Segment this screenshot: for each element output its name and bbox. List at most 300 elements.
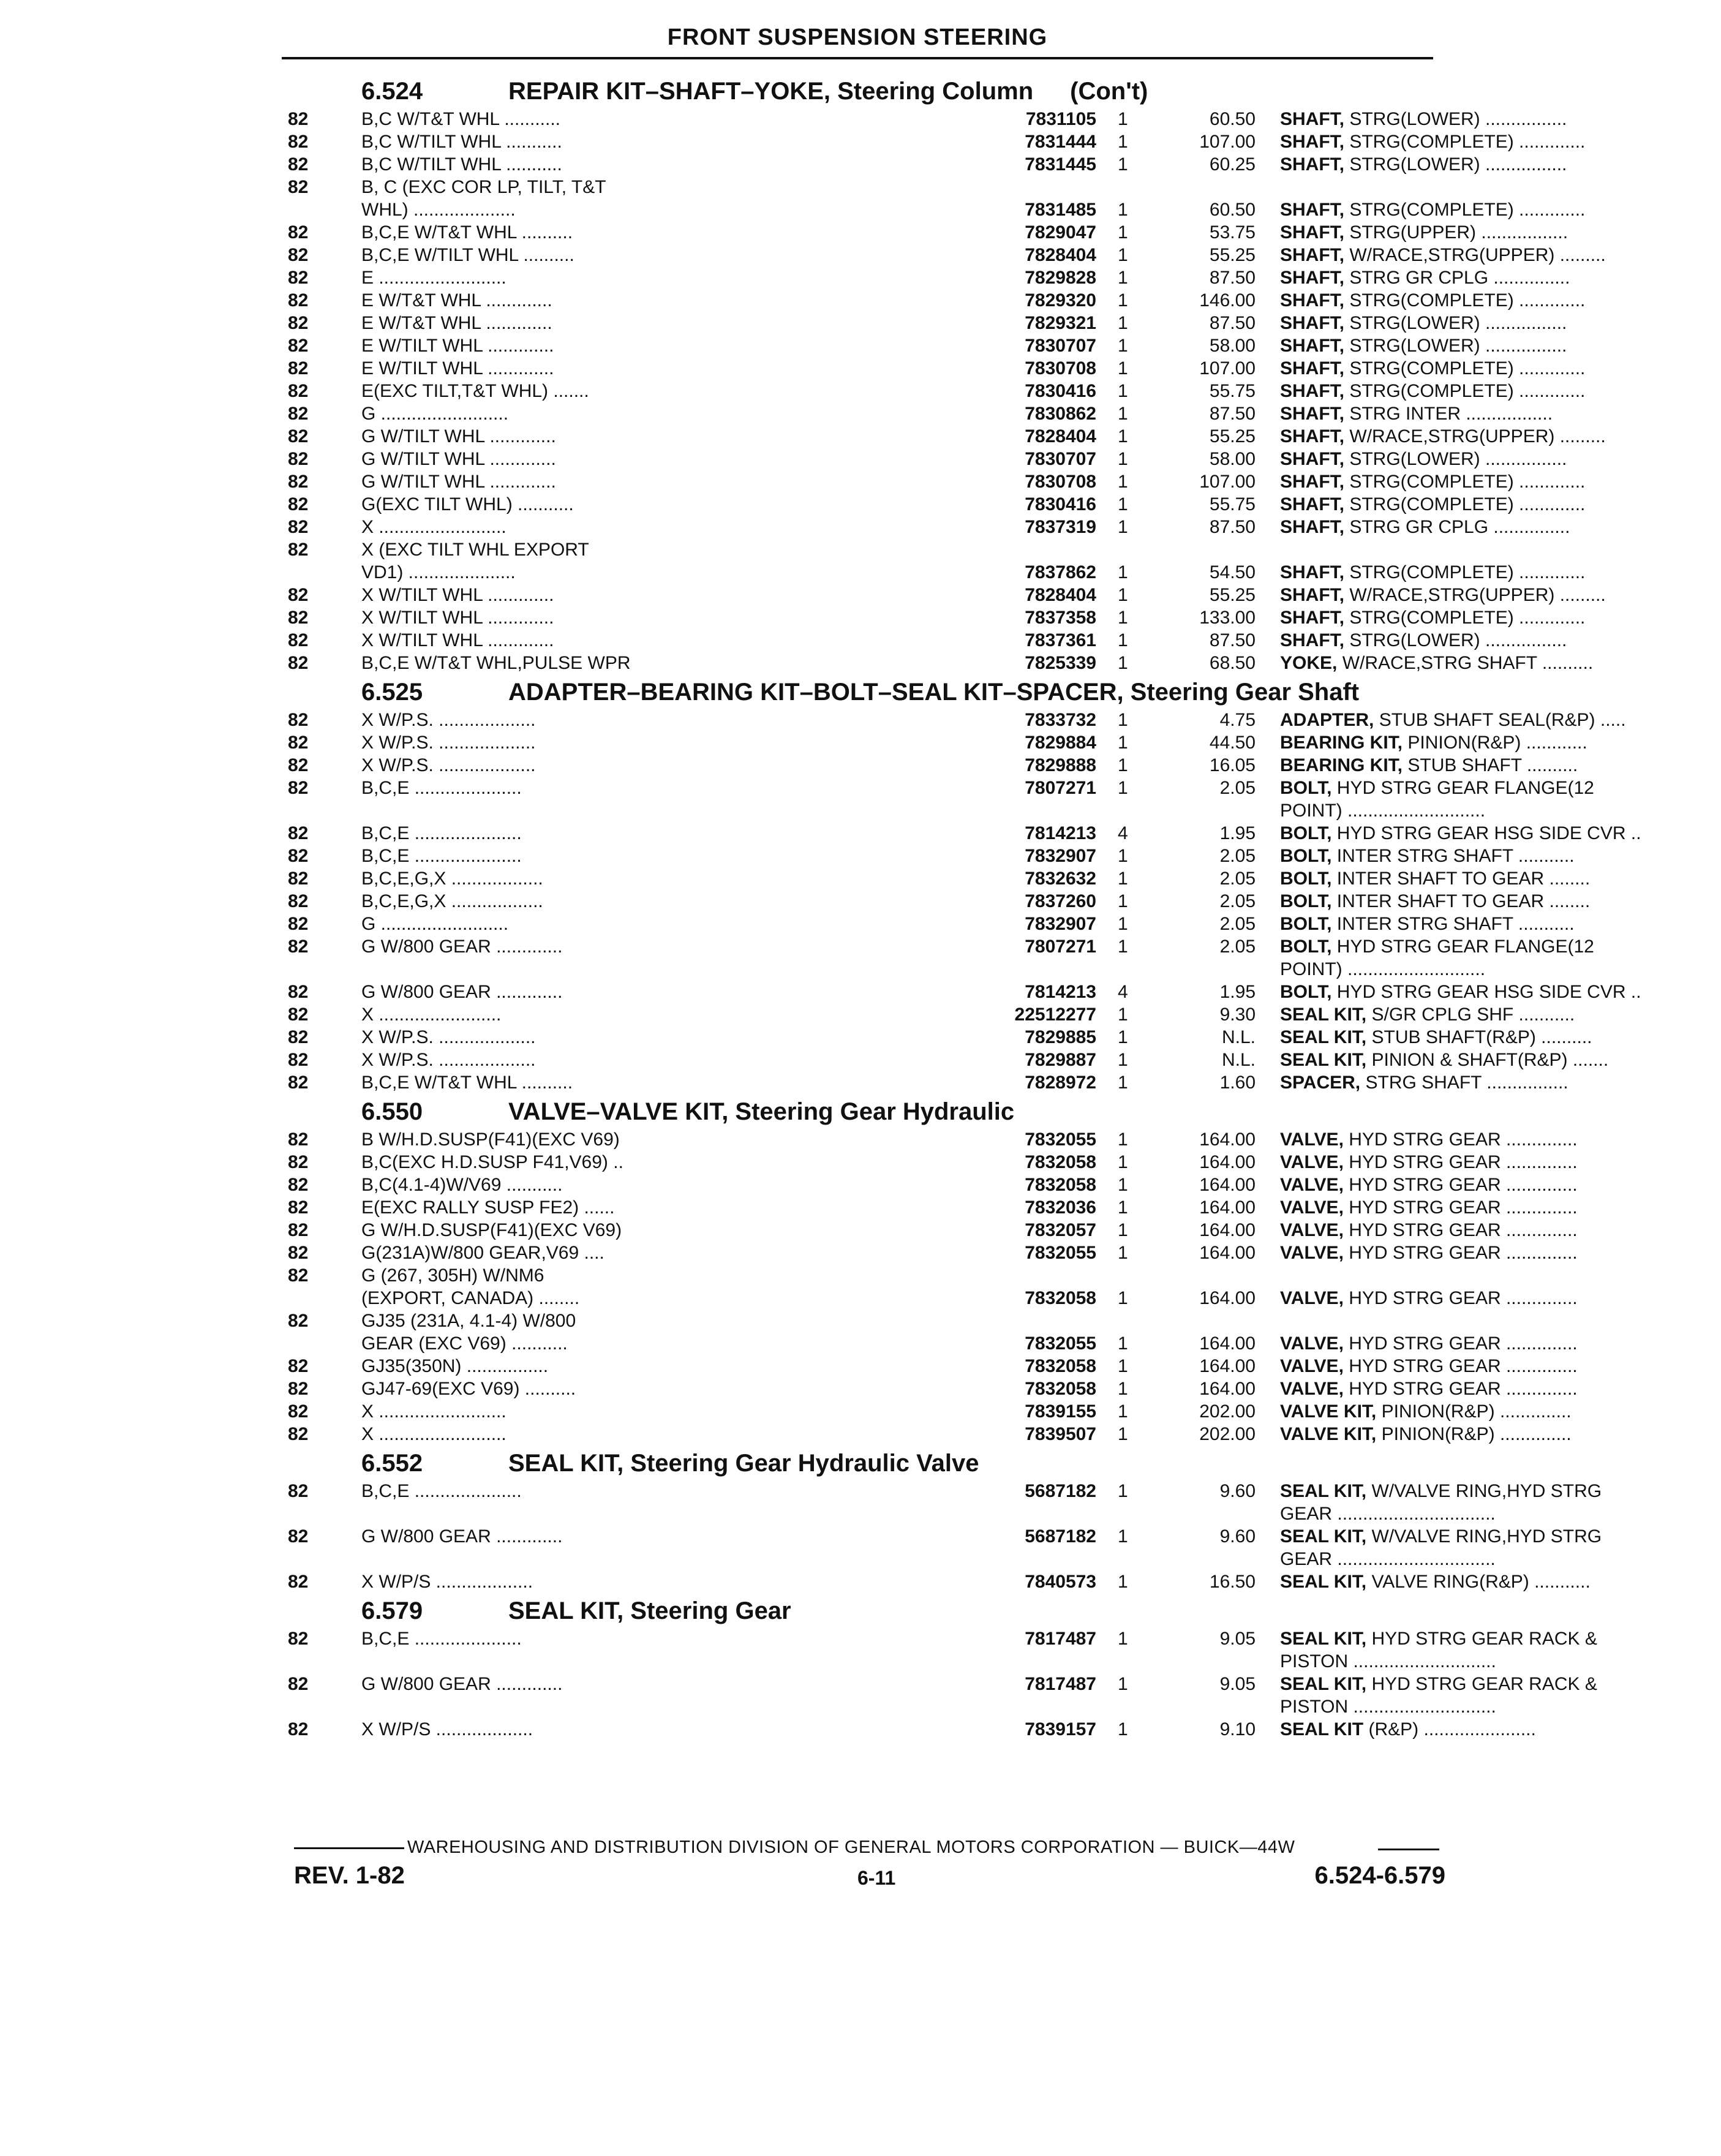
price: 202.00 [1199, 1401, 1256, 1422]
description [1280, 606, 1721, 629]
description-detail: W/RACE,STRG SHAFT .......... [1342, 653, 1594, 673]
description-keyword: SHAFT, [1280, 449, 1344, 469]
description-detail: GEAR ............................... [1280, 1549, 1496, 1569]
section-title: SEAL KIT, Steering Gear [508, 1597, 791, 1624]
part-number: 7828972 [1025, 1072, 1096, 1093]
part-row [282, 1378, 1578, 1400]
description-detail: INTER STRG SHAFT ........... [1336, 846, 1575, 866]
quantity: 1 [1118, 1424, 1128, 1444]
price: 164.00 [1199, 1197, 1256, 1218]
application: B,C W/T&T WHL ........... [361, 109, 561, 129]
application: G W/800 GEAR ............. [361, 1674, 563, 1694]
application: X W/TILT WHL ............. [361, 608, 554, 628]
description-keyword: SHAFT, [1280, 132, 1344, 152]
part-row [282, 629, 1567, 652]
model-year: 82 [288, 449, 309, 469]
application: B,C,E ..................... [361, 1629, 522, 1649]
quantity: 1 [1118, 426, 1128, 447]
application: VD1) ..................... [361, 562, 516, 582]
part-row [282, 1627, 1597, 1650]
price: 2.05 [1219, 891, 1256, 911]
part-number: 7830708 [1025, 472, 1096, 492]
part-row [282, 1650, 1496, 1673]
price: N.L. [1221, 1050, 1256, 1070]
application: X ......................... [361, 517, 507, 537]
price: 133.00 [1199, 608, 1256, 628]
part-row [282, 1310, 1433, 1332]
page-footer [294, 1838, 1445, 1889]
part-number: 7840573 [1025, 1572, 1096, 1592]
part-row [282, 958, 1486, 981]
part-row [282, 289, 1586, 312]
part-row [282, 244, 1606, 266]
part-row [282, 1695, 1496, 1718]
part-number: 7837260 [1025, 891, 1096, 911]
part-number: 7829321 [1025, 313, 1096, 333]
price: 16.05 [1209, 755, 1256, 775]
part-number: 7830416 [1025, 381, 1096, 401]
model-year: 82 [288, 891, 309, 911]
description-keyword: SHAFT, [1280, 562, 1344, 582]
part-number: 7832907 [1025, 846, 1096, 866]
description [1280, 334, 1721, 357]
description-detail: POINT) ........................... [1280, 959, 1486, 979]
application: WHL) .................... [361, 200, 516, 220]
part-number: 7831485 [1025, 200, 1096, 220]
description-detail: STRG(COMPLETE) ............. [1349, 494, 1586, 514]
part-row [282, 1525, 1602, 1548]
price: 55.25 [1209, 426, 1256, 447]
description-keyword: VALVE, [1280, 1288, 1344, 1308]
part-row [282, 1332, 1578, 1355]
model-year: 82 [288, 1719, 309, 1740]
part-number: 7830707 [1025, 449, 1096, 469]
description-keyword: SHAFT, [1280, 381, 1344, 401]
description [1280, 1151, 1721, 1174]
quantity: 1 [1118, 1719, 1128, 1740]
description [1280, 448, 1721, 470]
description-keyword: SHAFT, [1280, 154, 1344, 175]
part-row [282, 357, 1586, 380]
description-keyword: SHAFT, [1280, 313, 1344, 333]
application: G ......................... [361, 914, 509, 934]
quantity: 1 [1118, 1481, 1128, 1501]
description-detail: STRG(COMPLETE) ............. [1349, 472, 1586, 492]
model-year: 82 [288, 132, 309, 152]
part-row [282, 1480, 1602, 1502]
description [1280, 1355, 1721, 1378]
description-detail: HYD STRG GEAR FLANGE(12 [1336, 937, 1594, 957]
quantity: 1 [1118, 1674, 1128, 1694]
model-year: 82 [288, 630, 309, 650]
application: E W/TILT WHL ............. [361, 358, 554, 379]
part-row [282, 1264, 1433, 1287]
part-row [282, 1242, 1578, 1264]
application: (EXPORT, CANADA) ........ [361, 1288, 580, 1308]
description [1280, 845, 1721, 867]
model-year: 82 [288, 1481, 309, 1501]
description [1280, 867, 1721, 890]
description [1280, 709, 1721, 731]
description [1280, 1570, 1721, 1593]
description-keyword: VALVE KIT, [1280, 1401, 1377, 1422]
description-detail: POINT) ........................... [1280, 801, 1486, 821]
description-detail: STUB SHAFT(R&P) .......... [1371, 1027, 1592, 1047]
section-heading [282, 1597, 1433, 1625]
part-number: 7831444 [1025, 132, 1096, 152]
price: 2.05 [1219, 914, 1256, 934]
part-number: 7837361 [1025, 630, 1096, 650]
description-keyword: VALVE, [1280, 1175, 1344, 1195]
part-row [282, 402, 1553, 425]
description [1280, 584, 1721, 606]
model-year: 82 [288, 1027, 309, 1047]
application: GJ35(350N) ................ [361, 1356, 549, 1376]
application: B, C (EXC COR LP, TILT, T&T [361, 177, 606, 197]
description-detail: HYD STRG GEAR .............. [1349, 1288, 1578, 1308]
description [1280, 1026, 1721, 1049]
footer-rule-right [1378, 1849, 1439, 1850]
description-detail: HYD STRG GEAR .............. [1349, 1379, 1578, 1399]
price: 9.05 [1219, 1629, 1256, 1649]
description [1280, 153, 1721, 176]
section-title: ADAPTER–BEARING KIT–BOLT–SEAL KIT–SPACER, Steering Gear Shaft [508, 679, 1360, 706]
part-row [282, 935, 1594, 958]
quantity: 1 [1118, 381, 1128, 401]
description [1280, 629, 1721, 652]
model-year: 82 [288, 1050, 309, 1070]
quantity: 1 [1118, 268, 1128, 288]
quantity: 1 [1118, 1572, 1128, 1592]
part-number: 7832055 [1025, 1333, 1096, 1354]
description-detail: STUB SHAFT .......... [1407, 755, 1578, 775]
model-year: 82 [288, 245, 309, 265]
description [1280, 799, 1721, 822]
model-year: 82 [288, 1152, 309, 1172]
description [1280, 1525, 1721, 1548]
description [1280, 1650, 1721, 1673]
description-detail: HYD STRG GEAR RACK & [1371, 1629, 1597, 1649]
description [1280, 1332, 1721, 1355]
application: B,C,E,G,X .................. [361, 891, 543, 911]
quantity: 1 [1118, 449, 1128, 469]
price: 87.50 [1209, 313, 1256, 333]
description-detail: HYD STRG GEAR .............. [1349, 1356, 1578, 1376]
quantity: 1 [1118, 1175, 1128, 1195]
part-row [282, 1502, 1496, 1525]
price: 16.50 [1209, 1572, 1256, 1592]
part-number: 7832058 [1025, 1288, 1096, 1308]
application: E(EXC RALLY SUSP FE2) ...... [361, 1197, 615, 1218]
quantity: 1 [1118, 1526, 1128, 1547]
application: B,C,E ..................... [361, 1481, 522, 1501]
description-keyword: VALVE, [1280, 1129, 1344, 1150]
part-row [282, 1174, 1578, 1196]
model-year: 82 [288, 109, 309, 129]
model-year: 82 [288, 381, 309, 401]
description-detail: STRG(COMPLETE) ............. [1349, 132, 1586, 152]
part-row [282, 1570, 1591, 1593]
price: 164.00 [1199, 1175, 1256, 1195]
description-detail: PINION(R&P) ............ [1407, 733, 1587, 753]
part-number: 7829888 [1025, 755, 1096, 775]
part-number: 7832058 [1025, 1379, 1096, 1399]
description-keyword: SHAFT, [1280, 404, 1344, 424]
description-keyword: SHAFT, [1280, 290, 1344, 311]
application: GEAR (EXC V69) ........... [361, 1333, 568, 1354]
model-year: 82 [288, 517, 309, 537]
application: B,C W/TILT WHL ........... [361, 154, 562, 175]
part-row [282, 606, 1586, 629]
description [1280, 1219, 1721, 1242]
description-keyword: SHAFT, [1280, 630, 1344, 650]
part-number: 7832058 [1025, 1356, 1096, 1376]
price: 146.00 [1199, 290, 1256, 311]
quantity: 1 [1118, 313, 1128, 333]
part-row [282, 652, 1594, 674]
model-year: 82 [288, 733, 309, 753]
application: B,C,E ..................... [361, 823, 522, 843]
description [1280, 244, 1721, 266]
model-year: 82 [288, 268, 309, 288]
section-title-wrap [508, 678, 1427, 706]
description [1280, 890, 1721, 913]
model-year: 82 [288, 1526, 309, 1547]
application: X W/P.S. ................... [361, 710, 536, 730]
application: B,C,E ..................... [361, 778, 522, 798]
part-row [282, 777, 1594, 799]
application: GJ47-69(EXC V69) .......... [361, 1379, 576, 1399]
description-keyword: VALVE, [1280, 1379, 1344, 1399]
quantity: 1 [1118, 472, 1128, 492]
quantity: 1 [1118, 404, 1128, 424]
part-number: 7833732 [1025, 710, 1096, 730]
description-detail: STRG(COMPLETE) ............. [1349, 200, 1586, 220]
price: 9.60 [1219, 1526, 1256, 1547]
description-detail: PINION(R&P) .............. [1381, 1424, 1572, 1444]
price: 164.00 [1199, 1243, 1256, 1263]
price: 55.75 [1209, 494, 1256, 514]
description [1280, 1071, 1721, 1094]
part-row [282, 221, 1568, 244]
application: G W/800 GEAR ............. [361, 1526, 563, 1547]
price: 4.75 [1219, 710, 1256, 730]
price: 55.25 [1209, 245, 1256, 265]
part-number: 7829887 [1025, 1050, 1096, 1070]
quantity: 1 [1118, 846, 1128, 866]
part-row [282, 1423, 1572, 1446]
quantity: 1 [1118, 755, 1128, 775]
part-row [282, 130, 1586, 153]
section-title: SEAL KIT, Steering Gear Hydraulic Valve [508, 1450, 979, 1477]
part-row [282, 448, 1567, 470]
application: B,C,E W/T&T WHL,PULSE WPR [361, 653, 631, 673]
part-number: 7830707 [1025, 336, 1096, 356]
description-detail: STRG(LOWER) ................ [1349, 109, 1567, 129]
quantity: 1 [1118, 1288, 1128, 1308]
description-keyword: SEAL KIT, [1280, 1526, 1367, 1547]
application: X ......................... [361, 1424, 507, 1444]
quantity: 1 [1118, 1129, 1128, 1150]
model-year: 82 [288, 869, 309, 889]
part-row [282, 1049, 1609, 1071]
quantity: 1 [1118, 1197, 1128, 1218]
part-row [282, 867, 1591, 890]
description [1280, 516, 1721, 538]
description-keyword: SHAFT, [1280, 336, 1344, 356]
application: B,C,E W/T&T WHL .......... [361, 222, 573, 243]
application: G W/TILT WHL ............. [361, 426, 556, 447]
description-keyword: SEAL KIT, [1280, 1481, 1367, 1501]
part-row [282, 1673, 1597, 1695]
price: 107.00 [1199, 132, 1256, 152]
quantity: 1 [1118, 1401, 1128, 1422]
part-number: 22512277 [1014, 1005, 1096, 1025]
quantity: 1 [1118, 132, 1128, 152]
price: 107.00 [1199, 472, 1256, 492]
quantity: 1 [1118, 1050, 1128, 1070]
part-number: 7817487 [1025, 1674, 1096, 1694]
description-keyword: BOLT, [1280, 778, 1332, 798]
quantity: 1 [1118, 245, 1128, 265]
description [1280, 731, 1721, 754]
description-detail: W/VALVE RING,HYD STRG [1371, 1481, 1602, 1501]
quantity: 1 [1118, 1356, 1128, 1376]
application: G(EXC TILT WHL) ........... [361, 494, 574, 514]
price: 164.00 [1199, 1220, 1256, 1240]
part-number: 7839507 [1025, 1424, 1096, 1444]
description [1280, 266, 1721, 289]
description-keyword: VALVE, [1280, 1243, 1344, 1263]
description-keyword: SHAFT, [1280, 517, 1344, 537]
section-number: 6.525 [361, 679, 423, 706]
price: 60.50 [1209, 109, 1256, 129]
price: 87.50 [1209, 630, 1256, 650]
part-row [282, 822, 1641, 845]
section-heading [282, 77, 1433, 105]
part-row [282, 799, 1486, 822]
model-year: 82 [288, 778, 309, 798]
description-detail: HYD STRG GEAR HSG SIDE CVR .. [1336, 982, 1641, 1002]
quantity: 1 [1118, 914, 1128, 934]
part-row [282, 470, 1586, 493]
part-number: 7829884 [1025, 733, 1096, 753]
parts-catalog-content [282, 74, 1641, 1741]
description [1280, 652, 1721, 674]
description-detail: STRG(COMPLETE) ............. [1349, 608, 1586, 628]
application: G W/800 GEAR ............. [361, 937, 563, 957]
part-row [282, 312, 1567, 334]
quantity: 4 [1118, 982, 1128, 1002]
model-year: 82 [288, 710, 309, 730]
quantity: 1 [1118, 1072, 1128, 1093]
part-row [282, 425, 1606, 448]
price: 164.00 [1199, 1288, 1256, 1308]
application: G W/800 GEAR ............. [361, 982, 563, 1002]
quantity: 1 [1118, 494, 1128, 514]
description-keyword: VALVE KIT, [1280, 1424, 1377, 1444]
part-number: 5687182 [1025, 1481, 1096, 1501]
application: B,C(4.1-4)W/V69 ........... [361, 1175, 563, 1195]
description-detail: INTER SHAFT TO GEAR ........ [1336, 891, 1591, 911]
description [1280, 1378, 1721, 1400]
part-number: 7832632 [1025, 869, 1096, 889]
continued-label: (Con't) [1070, 78, 1148, 105]
part-row [282, 845, 1575, 867]
part-number: 7828404 [1025, 245, 1096, 265]
quantity: 1 [1118, 1152, 1128, 1172]
part-row [282, 584, 1606, 606]
price: 107.00 [1199, 358, 1256, 379]
model-year: 82 [288, 313, 309, 333]
part-number: 7831105 [1025, 109, 1096, 129]
quantity: 1 [1118, 710, 1128, 730]
quantity: 1 [1118, 1220, 1128, 1240]
price: 1.95 [1219, 982, 1256, 1002]
description-keyword: VALVE, [1280, 1197, 1344, 1218]
description-detail: STRG(COMPLETE) ............. [1349, 381, 1586, 401]
section-title-wrap [508, 1597, 1427, 1625]
quantity: 1 [1118, 1333, 1128, 1354]
description-detail: W/RACE,STRG(UPPER) ......... [1349, 585, 1606, 605]
description-detail: HYD STRG GEAR HSG SIDE CVR .. [1336, 823, 1641, 843]
description-keyword: BOLT, [1280, 869, 1332, 889]
model-year: 82 [288, 1311, 309, 1331]
quantity: 1 [1118, 630, 1128, 650]
application: B,C,E W/T&T WHL .......... [361, 1072, 573, 1093]
price: 2.05 [1219, 937, 1256, 957]
description-keyword: SHAFT, [1280, 222, 1344, 243]
price: 55.25 [1209, 585, 1256, 605]
part-row [282, 198, 1586, 221]
quantity: 1 [1118, 869, 1128, 889]
price: 55.75 [1209, 381, 1256, 401]
part-row [282, 538, 1433, 561]
description-keyword: BOLT, [1280, 937, 1332, 957]
application: B,C W/TILT WHL ........... [361, 132, 562, 152]
description-keyword: SEAL KIT, [1280, 1050, 1367, 1070]
model-year: 82 [288, 1072, 309, 1093]
description-keyword: SHAFT, [1280, 358, 1344, 379]
description-detail: INTER STRG SHAFT ........... [1336, 914, 1575, 934]
model-year: 82 [288, 472, 309, 492]
model-year: 82 [288, 1424, 309, 1444]
description-keyword: VALVE, [1280, 1356, 1344, 1376]
quantity: 1 [1118, 1629, 1128, 1649]
part-row [282, 754, 1578, 777]
application: G (267, 305H) W/NM6 [361, 1265, 544, 1286]
section-title: VALVE–VALVE KIT, Steering Gear Hydraulic [508, 1098, 1015, 1125]
description-detail: STRG(LOWER) ................ [1349, 630, 1567, 650]
part-row [282, 380, 1586, 402]
quantity: 1 [1118, 778, 1128, 798]
part-number: 7832058 [1025, 1152, 1096, 1172]
price: 164.00 [1199, 1333, 1256, 1354]
price: 60.25 [1209, 154, 1256, 175]
price: 58.00 [1209, 336, 1256, 356]
model-year: 82 [288, 404, 309, 424]
part-number: 7817487 [1025, 1629, 1096, 1649]
price: 58.00 [1209, 449, 1256, 469]
description [1280, 1287, 1721, 1310]
model-year: 82 [288, 1379, 309, 1399]
part-number: 7828404 [1025, 426, 1096, 447]
quantity: 1 [1118, 733, 1128, 753]
quantity: 1 [1118, 562, 1128, 582]
section-number: 6.550 [361, 1098, 423, 1125]
application: B,C,E ..................... [361, 846, 522, 866]
page-number: 6-11 [857, 1867, 896, 1889]
